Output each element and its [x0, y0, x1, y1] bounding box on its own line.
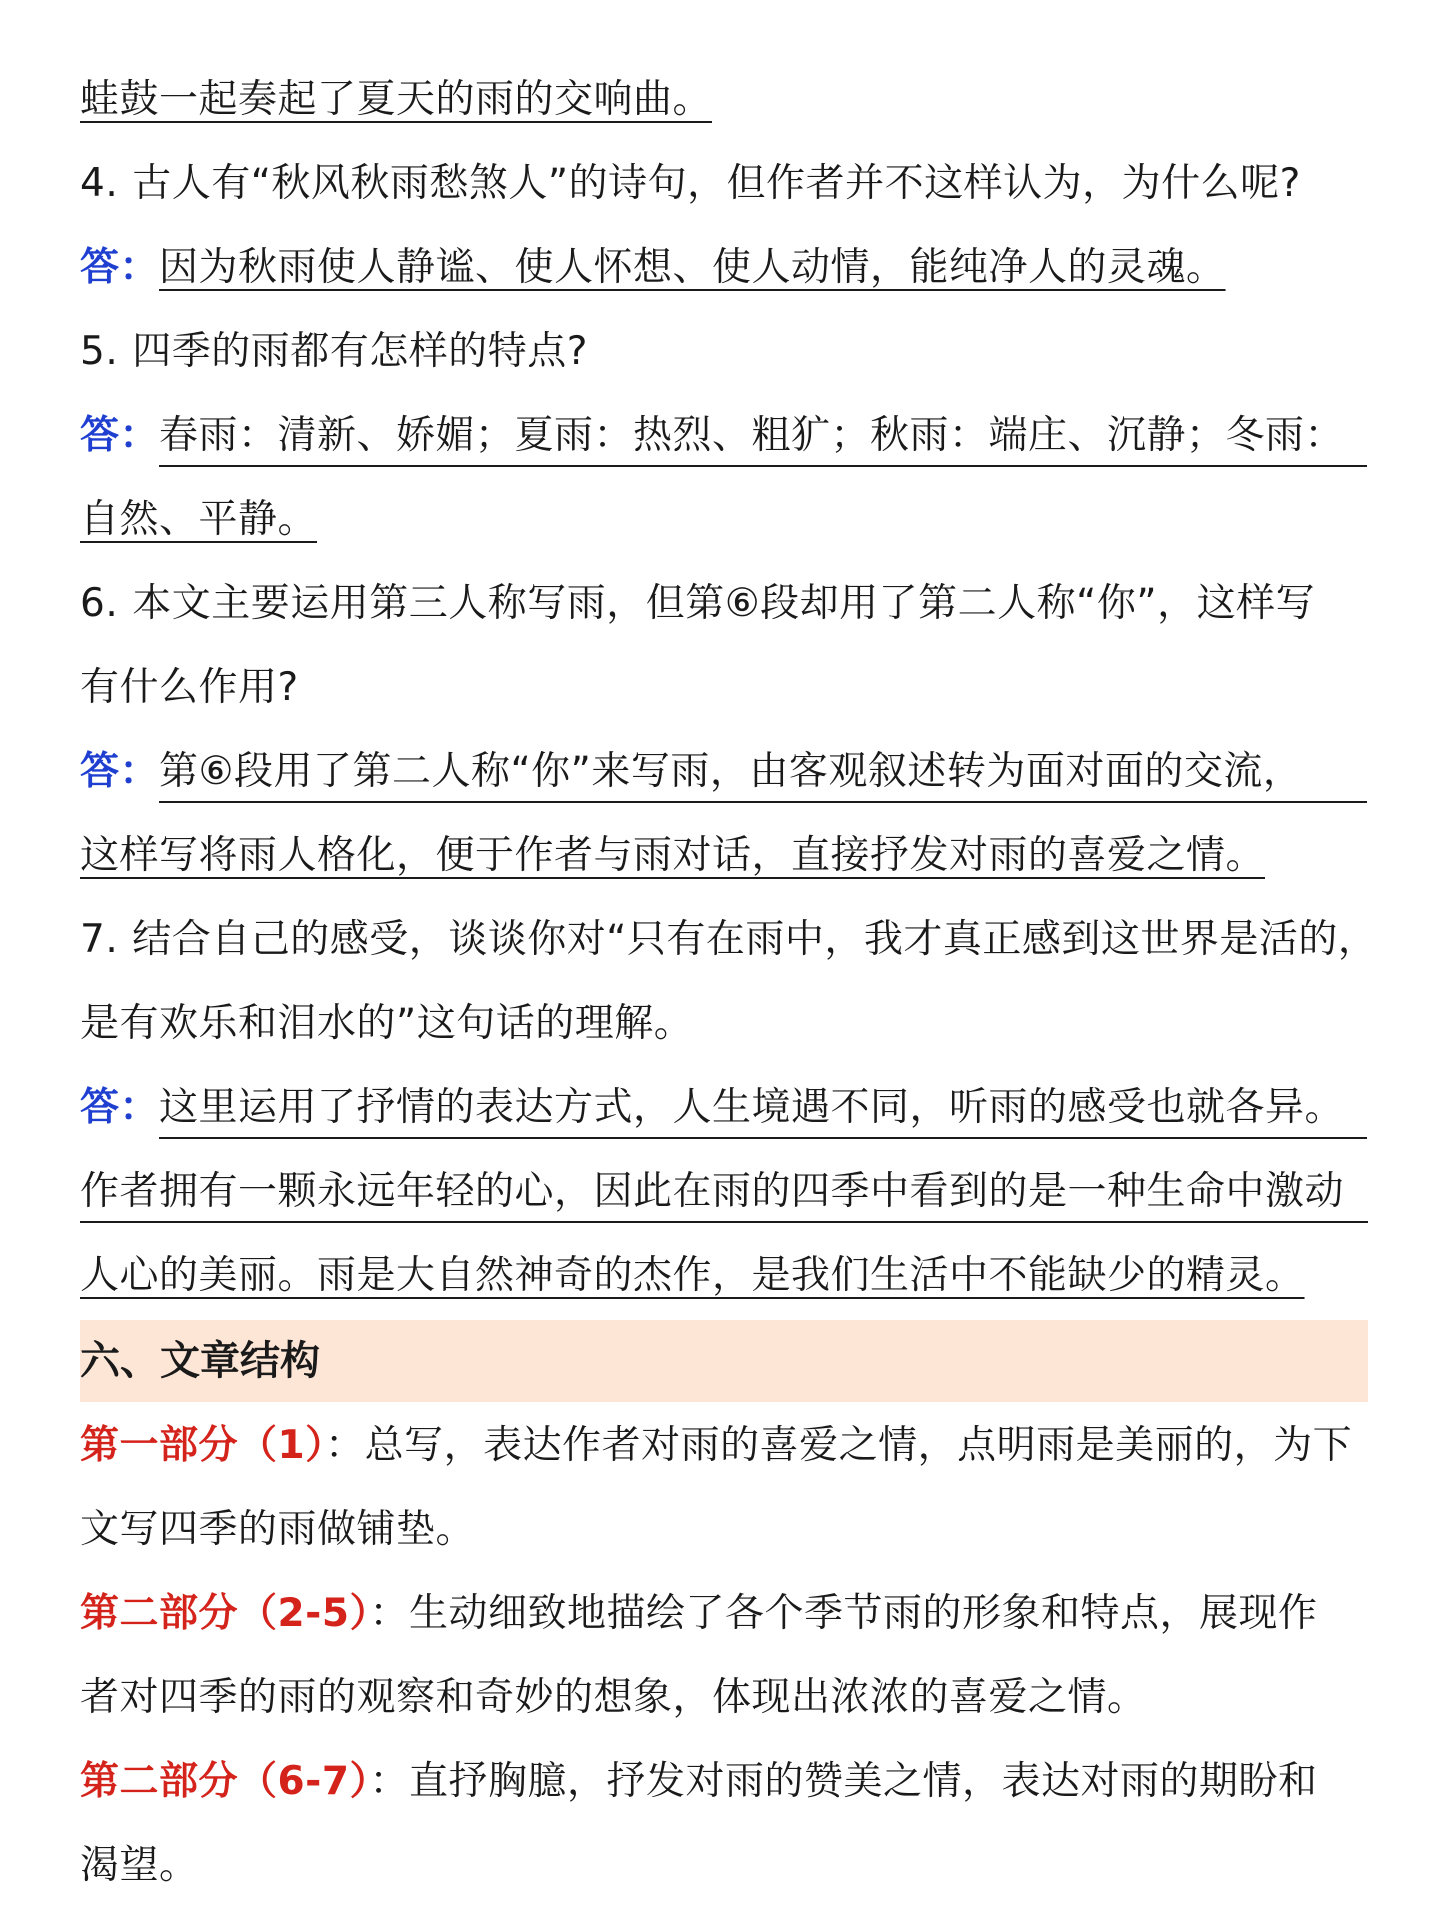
q6-number: 6. [80, 581, 119, 626]
q7-question-line2: 是有欢乐和泪水的”这句话的理解。 [80, 1001, 694, 1046]
part-2-label: 第二部分（2-5） [80, 1591, 370, 1636]
part-3 [80, 1740, 1368, 1824]
part-2-colon: ： [369, 1591, 409, 1636]
q3-answer-text: 蛙鼓一起奏起了夏天的雨的交响曲。 [80, 77, 713, 122]
q5-answer-cont [80, 478, 1368, 562]
part-1-line1: 总写，表达作者对雨的喜爱之情，点明雨是美丽的，为下 [364, 1423, 1353, 1468]
q6-question-cont [80, 646, 1368, 730]
q4-question [80, 142, 1368, 226]
q5-answer [80, 394, 1368, 478]
q4-number: 4. [80, 161, 119, 206]
document-page [80, 58, 1378, 1908]
part-3-line2: 渴望。 [80, 1843, 199, 1888]
q7-answer-label: 答： [80, 1085, 160, 1130]
part-2-line2: 者对四季的雨的观察和奇妙的想象，体现出浓浓的喜爱之情。 [80, 1675, 1147, 1720]
q7-answer [80, 1066, 1368, 1150]
part-2 [80, 1572, 1368, 1656]
part-3-cont [80, 1824, 1368, 1908]
part-1 [80, 1404, 1368, 1488]
q7-question-cont [80, 982, 1368, 1066]
section-header [80, 1320, 1368, 1402]
q7-question [80, 898, 1378, 982]
q7-answer-cont1 [80, 1150, 1368, 1234]
part-2-line1: 生动细致地描绘了各个季节雨的形象和特点，展现作 [408, 1591, 1318, 1636]
q3-answer-tail [80, 58, 1368, 142]
q5-answer-line1: 春雨：清新、娇媚；夏雨：热烈、粗犷；秋雨：端庄、沉静；冬雨： [159, 407, 1367, 467]
part-1-cont [80, 1488, 1368, 1572]
q5-answer-label: 答： [80, 413, 160, 458]
q6-answer-cont [80, 814, 1368, 898]
part-3-colon: ： [369, 1759, 409, 1804]
q4-answer-label: 答： [80, 245, 160, 290]
part-1-colon: ： [325, 1423, 365, 1468]
q5-answer-line2: 自然、平静。 [80, 497, 318, 542]
q5-question [80, 310, 1368, 394]
section-title: 六、文章结构 [80, 1338, 320, 1384]
part-1-label: 第一部分（1） [80, 1423, 326, 1468]
q6-answer-line1: 第⑥段用了第二人称“你”来写雨，由客观叙述转为面对面的交流， [159, 743, 1367, 803]
part-3-line1: 直抒胸臆，抒发对雨的赞美之情，表达对雨的期盼和 [408, 1759, 1318, 1804]
q7-answer-line3: 人心的美丽。雨是大自然神奇的杰作，是我们生活中不能缺少的精灵。 [80, 1253, 1305, 1298]
q6-answer-line2: 这样写将雨人格化，便于作者与雨对话，直接抒发对雨的喜爱之情。 [80, 833, 1266, 878]
q7-number: 7. [80, 917, 119, 962]
q6-question-line2: 有什么作用? [80, 665, 299, 710]
part-1-line2: 文写四季的雨做铺垫。 [80, 1507, 476, 1552]
part-3-label: 第二部分（6-7） [80, 1759, 370, 1804]
q7-answer-line2: 作者拥有一颗永远年轻的心，因此在雨的四季中看到的是一种生命中激动 [80, 1163, 1368, 1223]
q4-answer [80, 226, 1368, 310]
q5-question-text: 四季的雨都有怎样的特点? [132, 329, 588, 374]
q5-number: 5. [80, 329, 119, 374]
q7-answer-cont2 [80, 1234, 1368, 1318]
q7-question-line1: 结合自己的感受，谈谈你对“只有在雨中，我才真正感到这世界是活的， [132, 917, 1378, 962]
q6-question-line1: 本文主要运用第三人称写雨，但第⑥段却用了第二人称“你”，这样写 [132, 581, 1316, 626]
q4-answer-text: 因为秋雨使人静谧、使人怀想、使人动情，能纯净人的灵魂。 [159, 245, 1226, 290]
q6-question [80, 562, 1368, 646]
q4-question-text: 古人有“秋风秋雨愁煞人”的诗句，但作者并不这样认为，为什么呢? [132, 161, 1301, 206]
q6-answer [80, 730, 1368, 814]
q6-answer-label: 答： [80, 749, 160, 794]
part-2-cont [80, 1656, 1368, 1740]
q7-answer-line1: 这里运用了抒情的表达方式，人生境遇不同，听雨的感受也就各异。 [159, 1079, 1367, 1139]
